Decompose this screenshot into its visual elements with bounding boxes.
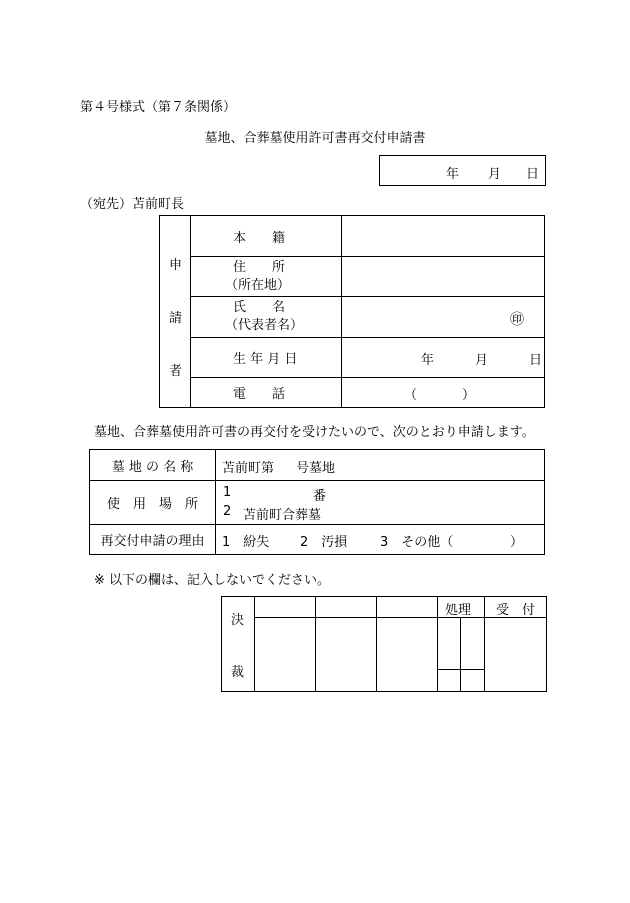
reason-other-close: ） [510,535,524,550]
kessai-char-2: 裁 [231,665,245,680]
phone-field[interactable] [342,378,545,408]
address-label-cell [191,257,342,297]
reason-label: 再交付申請の理由 [100,534,205,549]
reason-option-other[interactable]: 3 その他（ [380,535,454,550]
birth-year-label: 年 [421,353,435,368]
birth-month-label: 月 [475,353,489,368]
date-box [379,155,546,186]
approval-box [221,596,547,692]
reason-label-cell [90,525,216,555]
applicant-char-2: 請 [169,310,183,326]
phone-label: 電 話 [233,387,286,402]
seal-mark: ㊞ [510,312,524,328]
name-label-cell [191,297,342,338]
usage-location-label-cell [90,481,216,525]
cemetery-name-suffix: 号墓地 [296,461,336,476]
location-line1-num: 1 [223,485,232,500]
birthdate-label: 生 年 月 日 [233,352,298,367]
statement: 墓地、合葬墓使用許可書の再交付を受けたいので、次のとおり申請します。 [94,425,535,440]
cemetery-name-prefix: 苫前町第 [222,461,275,476]
applicant-char-3: 者 [169,363,183,379]
name-sublabel: （代表者名） [225,318,304,333]
date-day-label: 日 [526,167,540,182]
phone-paren-open: （ [404,388,418,403]
birthdate-label-cell [191,338,342,378]
address-sublabel: （所在地） [225,277,291,293]
phone-paren-close: ） [462,388,476,403]
date-month-label: 月 [488,167,502,182]
applicant-table [159,215,545,408]
address-field[interactable] [342,257,545,297]
form-number: 第４号様式（第７条関係） [80,100,237,115]
birth-day-label: 日 [529,353,543,368]
details-table [89,449,545,555]
birthdate-field[interactable] [342,338,545,378]
location-line2-num: 2 [223,504,232,519]
reason-field[interactable] [216,525,545,555]
location-line2-text: 苫前町合葬墓 [243,508,322,523]
usage-location-label: 使 用 場 所 [106,497,198,512]
name-label: 氏 名 [233,300,286,315]
page-title: 墓地、合葬墓使用許可書再交付申請書 [204,131,426,146]
reason-option-lost[interactable]: 1 紛失 [222,535,270,550]
location-line1-text: 番 [313,489,327,504]
honseki-label-cell [191,216,342,257]
reason-option-soiled[interactable]: 2 汚損 [300,535,348,550]
cemetery-name-label: 墓 地 の 名 称 [111,459,194,475]
cemetery-name-label-cell [90,450,216,481]
reception-label: 受 付 [496,603,536,618]
processing-label: 処理 [445,603,472,618]
applicant-vertical-label [160,216,191,408]
name-field[interactable] [342,297,545,338]
date-year-label: 年 [446,167,460,182]
phone-label-cell [191,378,342,408]
address-label: 住 所 [233,259,286,275]
honseki-field[interactable] [342,216,545,257]
usage-location-field[interactable] [216,481,545,525]
kessai-char-1: 決 [231,613,245,628]
honseki-label: 本 籍 [233,230,286,246]
note: ※ 以下の欄は、記入しないでください。 [94,573,331,588]
cemetery-name-field[interactable] [216,450,545,481]
applicant-char-1: 申 [169,257,183,273]
addressee: （宛先）苫前町長 [80,197,185,212]
